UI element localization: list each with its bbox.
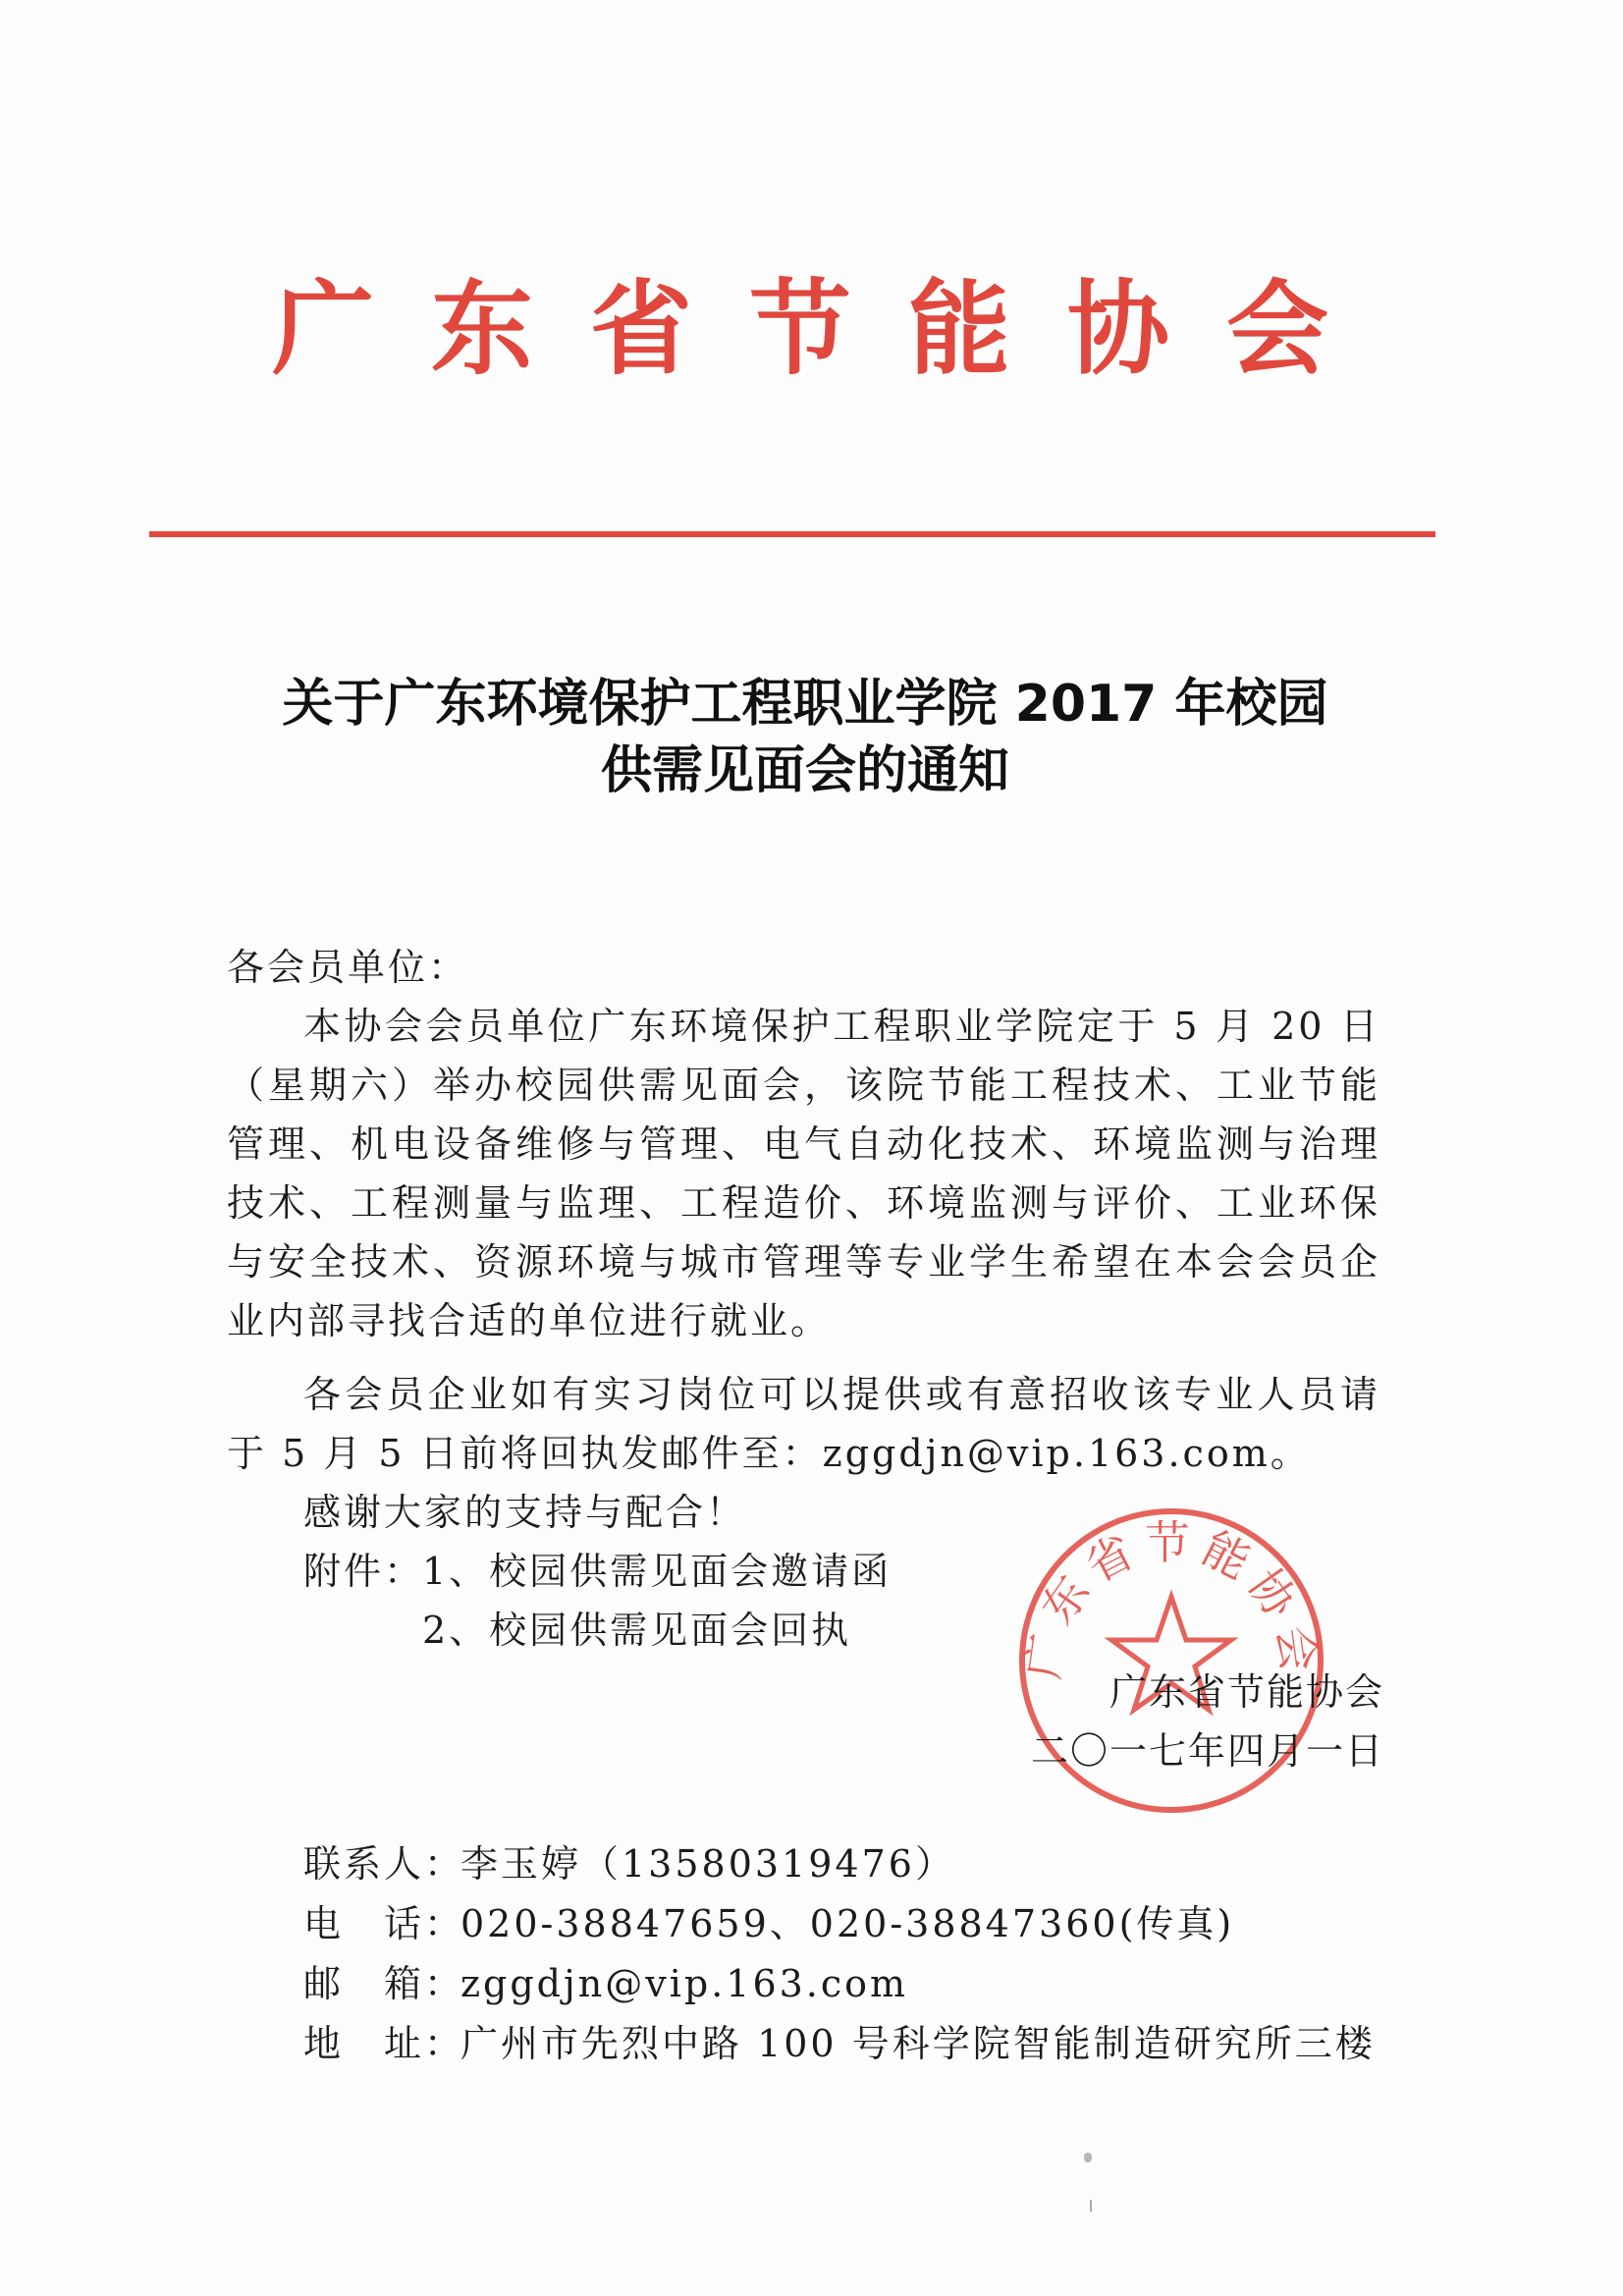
contact-label: 邮 箱： — [303, 1962, 465, 2005]
contact-value: 020-38847659、020-38847360(传真) — [460, 1902, 1235, 1945]
thanks-line: 感谢大家的支持与配合！ — [303, 1491, 747, 1534]
contact-row — [303, 1954, 1433, 2014]
attachment-1: 1、校园供需见面会邀请函 — [422, 1550, 893, 1593]
letterhead-red-rule — [149, 531, 1435, 537]
scan-speck — [1090, 2200, 1092, 2212]
contact-row — [303, 1834, 1433, 1894]
document-title-line-1: 关于广东环境保护工程职业学院 2017 年校园 — [282, 675, 1328, 734]
contact-label: 电 话： — [303, 1902, 465, 1945]
body-paragraph-2: 各会员企业如有实习岗位可以提供或有意招收该专业人员请于 5 月 5 日前将回执发邮件至：zggdjn@vip.163.com。 — [227, 1373, 1380, 1475]
signature-org: 广东省节能协会 — [1109, 1670, 1384, 1714]
attachment-2: 2、校园供需见面会回执 — [422, 1609, 852, 1652]
contact-value: zggdjn@vip.163.com — [460, 1962, 909, 2005]
scan-speck — [1084, 2153, 1092, 2162]
attachments-label: 附件： — [303, 1550, 425, 1593]
contact-label: 地 址： — [303, 2022, 465, 2065]
contact-value: 李玉婷（13580319476） — [460, 1842, 955, 1886]
salutation: 各会员单位： — [227, 946, 469, 989]
signature-date: 二〇一七年四月一日 — [1030, 1729, 1384, 1773]
contact-block — [303, 1834, 1433, 2074]
contact-row — [303, 2014, 1433, 2074]
contact-value: 广州市先烈中路 100 号科学院智能制造研究所三楼 — [460, 2022, 1376, 2065]
document-title — [147, 671, 1463, 804]
seal-text: 广东省节能协会 — [1015, 1516, 1327, 1683]
contact-label: 联系人： — [303, 1842, 465, 1886]
document-title-line-2: 供需见面会的通知 — [600, 741, 1009, 800]
letterhead-org-name: 广东省节能协会 — [271, 269, 1385, 389]
body-paragraph-1: 本协会会员单位广东环境保护工程职业学院定于 5 月 20 日（星期六）举办校园供需见面会，该院节能工程技术、工业节能管理、机电设备维修与管理、电气自动化技术、环境监测与治理技术、工程测量与监理、工程造价、环境监测与评价、工业环保与安全技术、资源环境与城市管理等专业学生希望在本会会员企业内部寻找合适的单位进行就业。 — [227, 1005, 1380, 1342]
contact-row — [303, 1894, 1433, 1954]
